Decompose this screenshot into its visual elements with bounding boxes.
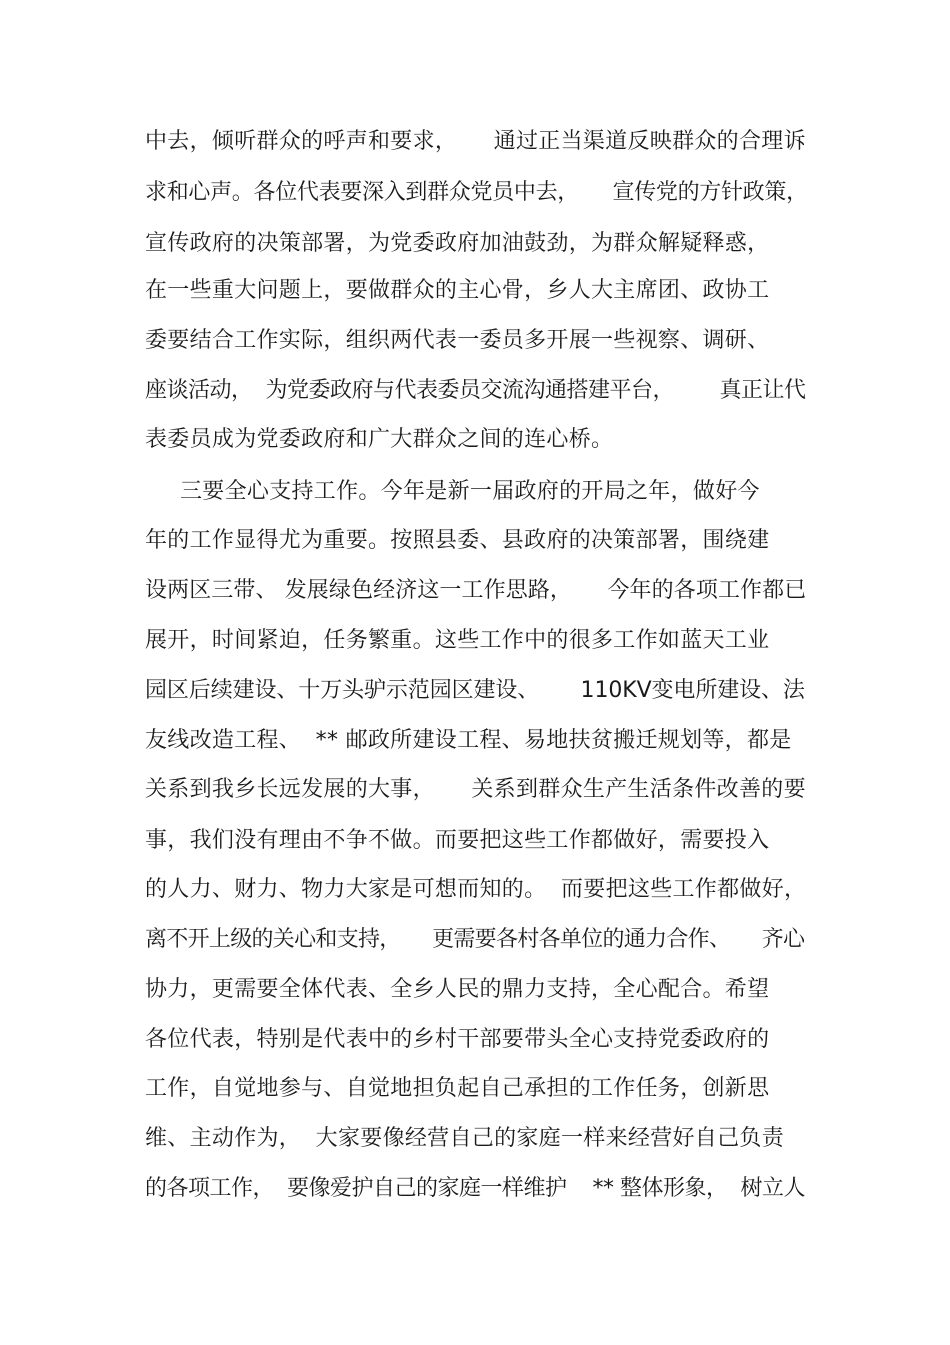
- text-line: 维、主动作为， 大家要像经营自己的家庭一样来经营好自己负责: [145, 1126, 784, 1151]
- text-line: 关系到我乡长远发展的大事， 关系到群众生产生活条件改善的要: [145, 777, 806, 802]
- text-line: 设两区三带、 发展绿色经济这一工作思路， 今年的各项工作都已: [145, 578, 807, 603]
- text-line: 表委员成为党委政府和广大群众之间的连心桥。: [145, 427, 614, 452]
- text-line: 的各项工作， 要像爱护自己的家庭一样维护 ** 整体形象， 树立人: [145, 1176, 805, 1201]
- text-line: 委要结合工作实际，组织两代表一委员多开展一些视察、调研、: [145, 328, 770, 353]
- text-line: 各位代表，特别是代表中的乡村干部要带头全心支持党委政府的: [145, 1027, 770, 1052]
- text-line: 展开，时间紧迫，任务繁重。这些工作中的很多工作如蓝天工业: [145, 628, 770, 653]
- text-line: 离不开上级的关心和支持， 更需要各村各单位的通力合作、 齐心: [145, 927, 805, 952]
- text-line: 协力，更需要全体代表、全乡人民的鼎力支持，全心配合。希望: [145, 977, 770, 1002]
- text-line: 求和心声。各位代表要深入到群众党员中去， 宣传党的方针政策，: [145, 180, 808, 205]
- text-line: 座谈活动， 为党委政府与代表委员交流沟通搭建平台， 真正让代: [145, 378, 806, 403]
- text-line: 事，我们没有理由不争不做。而要把这些工作都做好，需要投入: [145, 828, 770, 853]
- text-line: 园区后续建设、十万头驴示范园区建设、 110KV变电所建设、法: [145, 678, 805, 703]
- text-line: 中去，倾听群众的呼声和要求， 通过正当渠道反映群众的合理诉: [145, 129, 806, 154]
- text-line: 在一些重大问题上，要做群众的主心骨，乡人大主席团、政协工: [145, 278, 770, 303]
- text-line: 宣传政府的决策部署，为党委政府加油鼓劲，为群众解疑释惑，: [145, 231, 770, 256]
- text-line: 友线改造工程、 ** 邮政所建设工程、易地扶贫搬迁规划等，都是: [145, 728, 792, 753]
- text-line: 工作，自觉地参与、自觉地担负起自己承担的工作任务，创新思: [145, 1076, 770, 1101]
- text-line: 年的工作显得尤为重要。按照县委、县政府的决策部署，围绕建: [145, 528, 770, 553]
- text-line: 的人力、财力、物力大家是可想而知的。 而要把这些工作都做好，: [145, 877, 807, 902]
- paragraph-first-line: 三要全心支持工作。今年是新一届政府的开局之年，做好今: [180, 479, 760, 504]
